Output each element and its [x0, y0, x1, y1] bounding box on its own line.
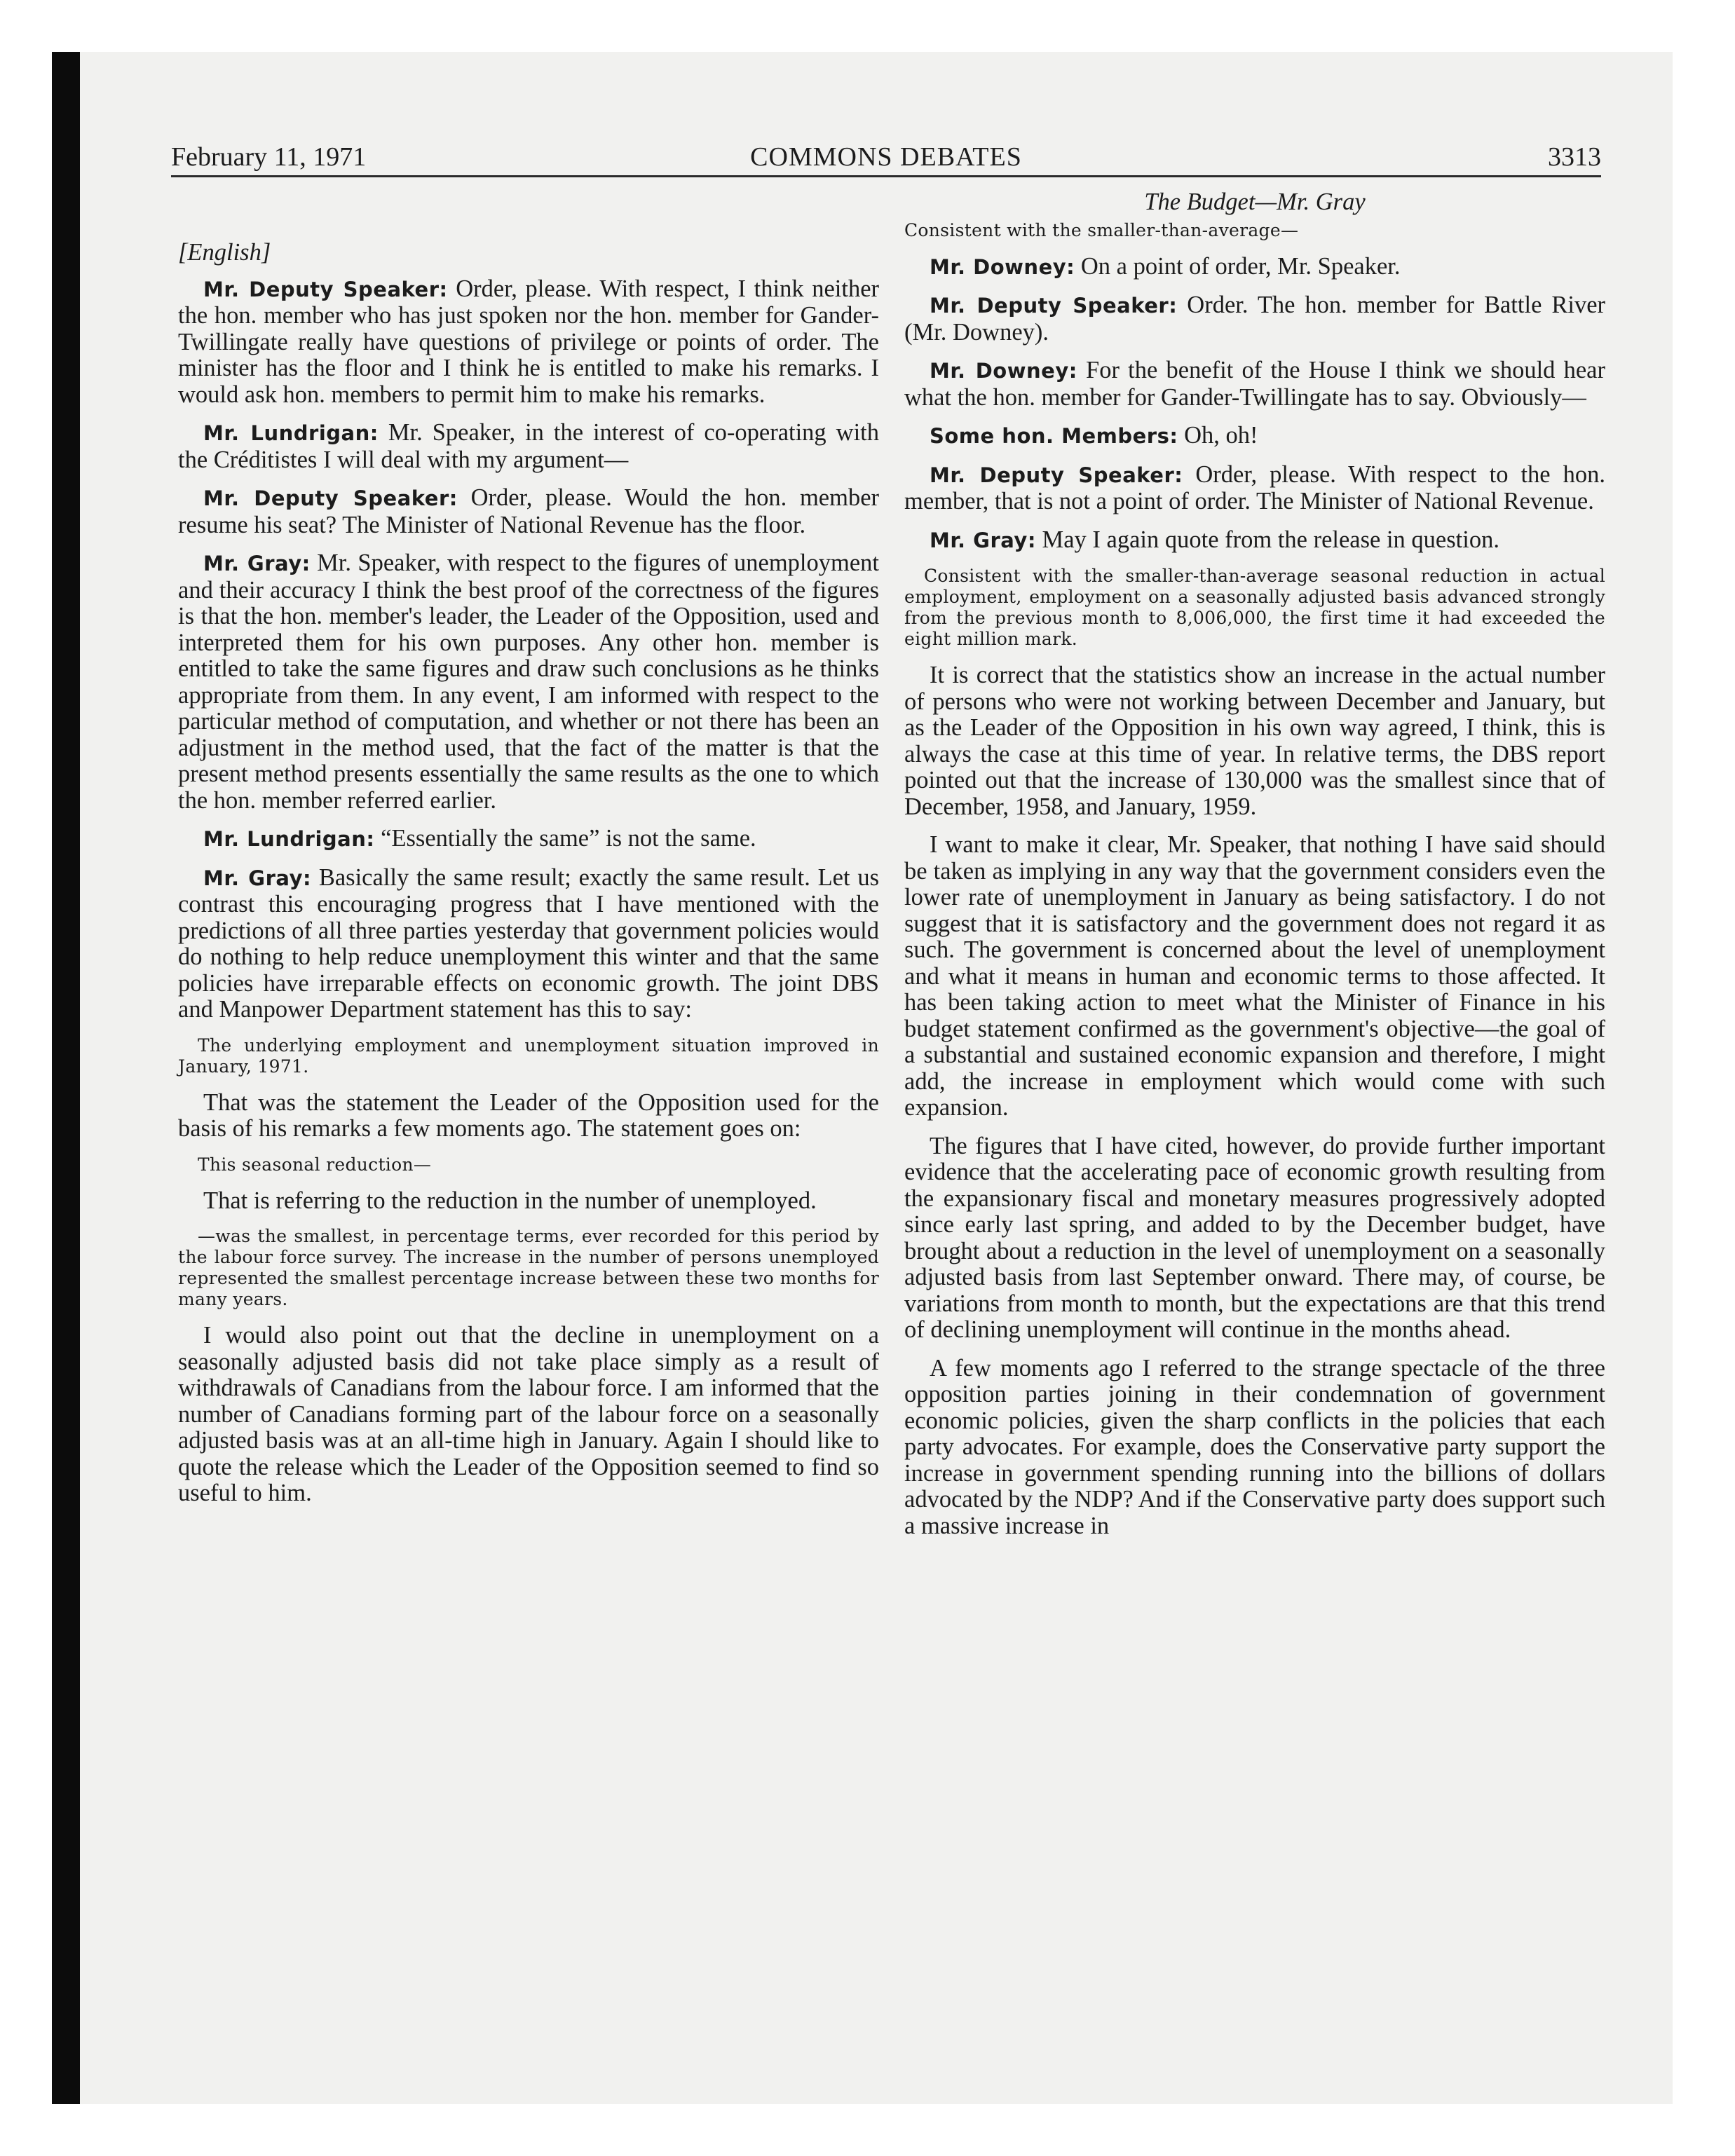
block-quote: The underlying employment and unemployment situation improved in January, 1971.: [178, 1035, 879, 1077]
paragraph: [178, 826, 879, 853]
speaker-name: Mr. Deputy Speaker:: [930, 463, 1183, 487]
speaker-name: Mr. Lundrigan:: [203, 421, 379, 445]
speech-text: Mr. Speaker, with respect to the figures of unemployment and their accuracy I think the best proof of the correctness of the figures is that the hon. member's leader, the Leader of the Opposition, used and interpreted them for his own purposes. Any other hon. member is entitled to take the same figures and draw such conclusions as he thinks appropriate from them. In any event, I am informed with respect to the particular method of computation, and whether or not there has been an adjustment in the method used, that the fact of the matter is that the present method presents essentially the same results as the one to which the hon. member referred earlier.: [178, 550, 880, 814]
speech-text: Order. The hon. member for Battle River (Mr. Downey).: [904, 292, 1605, 346]
speaker-name: Mr. Gray:: [203, 866, 312, 890]
speaker-name: Mr. Downey:: [930, 359, 1077, 383]
block-quote: This seasonal reduction—: [198, 1154, 432, 1175]
paragraph: [904, 462, 1605, 515]
paragraph: [904, 527, 1605, 554]
paragraph: [904, 357, 1605, 411]
paragraph: [178, 865, 879, 1023]
speech-text: Mr. Speaker, in the interest of co-operating with the Créditistes I will deal with my argument—: [178, 419, 880, 473]
speaker-name: Mr. Gray:: [203, 552, 311, 575]
speaker-name: Some hon. Members:: [930, 424, 1178, 448]
speech-text: May I again quote from the release in question.: [1035, 526, 1499, 553]
running-head: The Budget—Mr. Gray: [1144, 189, 1366, 215]
binding-edge: [52, 52, 80, 2104]
page-header: [171, 139, 1601, 177]
speaker-name: Mr. Gray:: [930, 528, 1036, 552]
paragraph: It is correct that the statistics show an increase in the actual number of persons who were not working between December and January, but as the Leader of the Opposition in his own way agreed, I think, this is always the case at this time of year. In relative terms, the DBS report pointed out that the increase of 130,000 was the smallest since that of December, 1958, and January, 1959.: [904, 662, 1605, 820]
block-quote: Consistent with the smaller-than-average seasonal reduction in actual employment, employment on a seasonally adjusted basis advanced strongly from the previous month to 8,006,000, the first time it had exceeded the eight million mark.: [904, 566, 1605, 649]
paragraph: I would also point out that the decline in unemployment on a seasonally adjusted basis did not take place simply as a result of withdrawals of Canadians from the labour force. I am informed that the number of Canadians forming part of the labour force on a seasonally adjusted basis was at an all-time high in January. Again I should like to quote the release which the Leader of the Opposition seemed to find so useful to him.: [178, 1322, 879, 1506]
speech-text: Order, please. With respect to the hon. member, that is not a point of order. The Minister of National Revenue.: [904, 460, 1605, 514]
speech-text: Basically the same result; exactly the same result. Let us contrast this encouraging progress that I have mentioned with the predictions of all three parties yesterday that government policies would do nothing to help reduce unemployment this winter and that the same policies have irreparable effects on economic growth. The joint DBS and Manpower Department statement has this to say:: [178, 864, 880, 1023]
speaker-name: Mr. Downey:: [930, 254, 1075, 279]
speaker-name: Mr. Deputy Speaker:: [203, 486, 458, 510]
block-quote: Consistent with the smaller-than-average—: [904, 219, 1299, 240]
speech-text: Order, please. With respect, I think neither the hon. member who has just spoken nor the hon. member for Gander-Twillingate really have questions of privilege or points of order. The minister has the floor and I think he is entitled to make his remarks. I would ask hon. members to permit him to make his remarks.: [178, 275, 879, 408]
speech-text: “Essentially the same” is not the same.: [374, 825, 756, 852]
left-column: [178, 189, 879, 1519]
paragraph: [178, 550, 879, 814]
right-column: [904, 189, 1605, 1551]
speaker-name: Mr. Deputy Speaker:: [203, 277, 448, 301]
paragraph: [904, 423, 1605, 450]
paragraph: [178, 420, 879, 473]
paragraph: A few moments ago I referred to the strange spectacle of the three opposition parties joining in their condemnation of government economic policies, given the sharp conflicts in the policies that each party advocates. For example, does the Conservative party support the increase in government spending running into the billions of dollars advocated by the NDP? And if the Conservative party does support such a massive increase in: [904, 1354, 1605, 1539]
page-number: 3313: [1548, 142, 1601, 172]
paragraph: The figures that I have cited, however, do provide further important evidence that the accelerating pace of economic growth resulting from the expansionary fiscal and monetary measures progressively adopted since early last spring, and added to by the December budget, have brought about a reduction in the level of unemployment on a seasonally adjusted basis from last September onward. There may, of course, be variations from month to month, but the expectations are that this trend of declining unemployment will continue in the months ahead.: [904, 1132, 1605, 1343]
speech-text: Oh, oh!: [1178, 422, 1258, 449]
paragraph: I want to make it clear, Mr. Speaker, that nothing I have said should be taken as implying in any way that the government considers even the lower rate of unemployment in January as being satisfactory. I do not suggest that it is satisfactory and the government does not regard it as such. The government is concerned about the level of unemployment and what it means in human and economic terms to those affected. It has been taking action to meet what the Minister of Finance in his budget statement confirmed as the government's objective—the goal of a substantial and sustained economic expansion and therefore, I might add, the increase in employment which would come with such expansion.: [904, 831, 1605, 1121]
paragraph: That is referring to the reduction in the number of unemployed.: [203, 1187, 817, 1214]
header-date: February 11, 1971: [171, 142, 367, 172]
paragraph: [178, 485, 879, 538]
speech-text: On a point of order, Mr. Speaker.: [1075, 252, 1401, 280]
speaker-name: Mr. Deputy Speaker:: [930, 294, 1178, 318]
header-title: COMMONS DEBATES: [750, 142, 1022, 172]
speech-text: Order, please. Would the hon. member resume his seat? The Minister of National Revenue has the floor.: [178, 484, 880, 538]
paragraph: [178, 276, 879, 409]
paragraph: [904, 292, 1605, 346]
block-quote: —was the smallest, in percentage terms, ever recorded for this period by the labour force survey. The increase in the number of persons unemployed represented the smallest percentage increase between these two months for many years.: [178, 1226, 879, 1309]
language-label: [English]: [178, 239, 271, 266]
speaker-name: Mr. Lundrigan:: [203, 827, 375, 851]
speech-text: For the benefit of the House I think we should hear what the hon. member for Gander-Twillingate has to say. Obviously—: [904, 357, 1605, 411]
paragraph: That was the statement the Leader of the Opposition used for the basis of his remarks a few moments ago. The statement goes on:: [178, 1089, 879, 1142]
paragraph: [904, 254, 1605, 281]
